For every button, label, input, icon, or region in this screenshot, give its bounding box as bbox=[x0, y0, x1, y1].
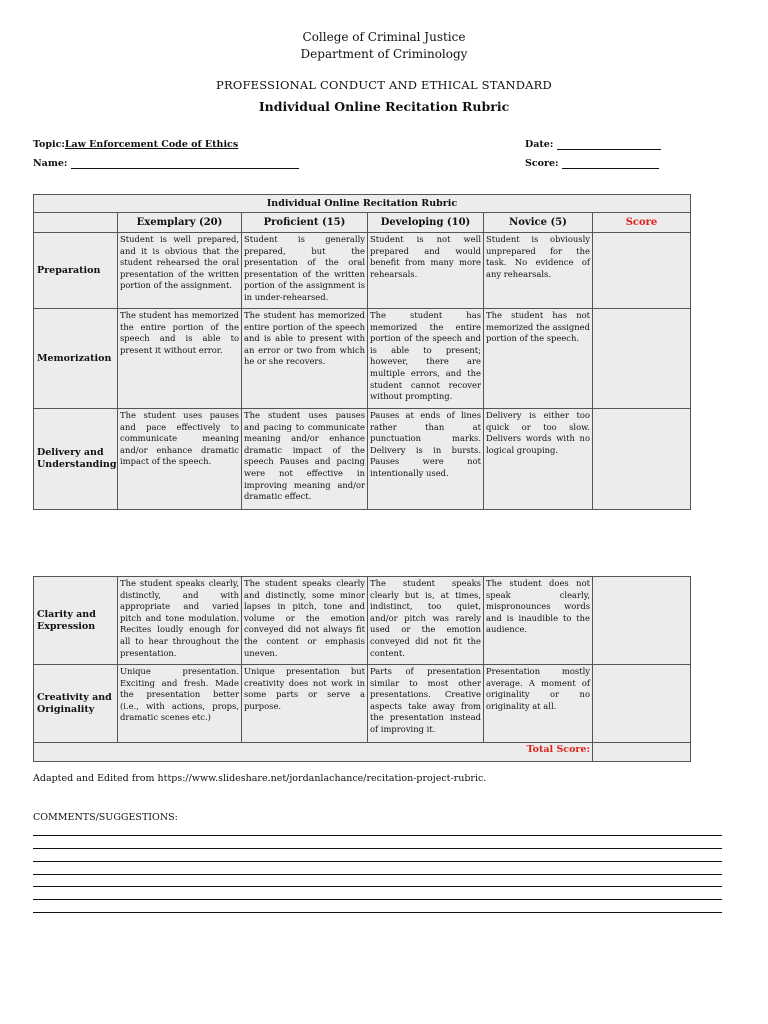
name-field[interactable] bbox=[71, 159, 299, 169]
comment-line[interactable] bbox=[33, 899, 722, 900]
cell-developing: The student speaks clearly but is, at times, indistinct, too quiet, and/or pitch was rarely used or the emotion conveyed did not fit the content. bbox=[368, 577, 484, 665]
rubric-table-part1 bbox=[33, 194, 691, 510]
date-label: Date: bbox=[525, 139, 554, 150]
cell-exemplary: Student is well prepared, and it is obvious that the student rehearsed the oral presentation of the written portion of the assignment. bbox=[118, 233, 242, 309]
score-cell[interactable] bbox=[593, 665, 691, 743]
cell-proficient: The student uses pauses and pacing to communicate meaning and/or enhance dramatic impact of the speech Pauses and pacing were not effective in improving meaning and/or dramatic effect. bbox=[242, 409, 368, 510]
comment-line[interactable] bbox=[33, 848, 722, 849]
date-field[interactable] bbox=[557, 140, 661, 150]
criterion-memorization: Memorization bbox=[34, 309, 118, 409]
cell-developing: The student has memorized the entire portion of the speech and is able to present; however, there are multiple errors, and the student cannot recover without prompting. bbox=[368, 309, 484, 409]
header-developing: Developing (10) bbox=[368, 213, 484, 233]
name-label: Name: bbox=[33, 158, 68, 169]
cell-novice: The student has not memorized the assigned portion of the speech. bbox=[484, 309, 593, 409]
cell-novice: Presentation mostly average. A moment of originality or no originality at all. bbox=[484, 665, 593, 743]
cell-developing: Student is not well prepared and would benefit from many more rehearsals. bbox=[368, 233, 484, 309]
cell-developing: Parts of presentation similar to most other presentations. Creative aspects take away from the presentation instead of improving it. bbox=[368, 665, 484, 743]
score-line bbox=[525, 158, 659, 169]
department-name: Department of Criminology bbox=[300, 47, 468, 61]
college-name: College of Criminal Justice bbox=[302, 30, 466, 44]
criterion-creativity: Creativity and Originality bbox=[34, 665, 118, 743]
criterion-delivery: Delivery and Understanding bbox=[34, 409, 118, 510]
subject-title: PROFESSIONAL CONDUCT AND ETHICAL STANDARD bbox=[216, 78, 552, 92]
topic-value: Law Enforcement Code of Ethics bbox=[64, 139, 239, 150]
table-row bbox=[34, 577, 691, 665]
rubric-table-part2 bbox=[33, 576, 691, 762]
cell-novice: Delivery is either too quick or too slow. Delivers words with no logical grouping. bbox=[484, 409, 593, 510]
rubric-title: Individual Online Recitation Rubric bbox=[258, 99, 510, 114]
cell-novice: The student does not speak clearly, mispronounces words and is inaudible to the audience. bbox=[484, 577, 593, 665]
comment-line[interactable] bbox=[33, 874, 722, 875]
header-score: Score bbox=[593, 213, 691, 233]
total-score-cell[interactable] bbox=[593, 743, 691, 762]
cell-proficient: Student is generally prepared, but the presentation of the oral presentation of the written portion of the assignment is in under-rehearsed. bbox=[242, 233, 368, 309]
header-exemplary: Exemplary (20) bbox=[118, 213, 242, 233]
header-row bbox=[34, 213, 691, 233]
score-field[interactable] bbox=[562, 159, 659, 169]
cell-exemplary: The student has memorized the entire portion of the speech and is able to present it without error. bbox=[118, 309, 242, 409]
cell-proficient: The student has memorized entire portion of the speech and is able to present with an error or two from which he or she recovers. bbox=[242, 309, 368, 409]
table-caption: Individual Online Recitation Rubric bbox=[34, 195, 691, 213]
cell-exemplary: The student speaks clearly, distinctly, and with appropriate and varied pitch and tone modulation. Recites loudly enough for all to hear throughout the presentation. bbox=[118, 577, 242, 665]
source-note: Adapted and Edited from https://www.slideshare.net/jordanlachance/recitation-project-rubric. bbox=[33, 773, 487, 784]
total-score-label: Total Score: bbox=[34, 743, 593, 762]
comment-line[interactable] bbox=[33, 912, 722, 913]
cell-exemplary: Unique presentation. Exciting and fresh. Made the presentation better (i.e., with actions, props, dramatic scenes etc.) bbox=[118, 665, 242, 743]
score-label: Score: bbox=[525, 158, 559, 169]
score-cell[interactable] bbox=[593, 409, 691, 510]
comments-label: COMMENTS/SUGGESTIONS: bbox=[33, 812, 178, 823]
name-line bbox=[33, 158, 299, 169]
criterion-clarity: Clarity and Expression bbox=[34, 577, 118, 665]
score-cell[interactable] bbox=[593, 577, 691, 665]
table-row bbox=[34, 309, 691, 409]
header-novice: Novice (5) bbox=[484, 213, 593, 233]
comment-line[interactable] bbox=[33, 861, 722, 862]
total-row bbox=[34, 743, 691, 762]
date-line bbox=[525, 139, 661, 150]
topic-line bbox=[33, 139, 238, 150]
cell-proficient: The student speaks clearly and distinctly, some minor lapses in pitch, tone and volume or the emotion conveyed did not always fit the content or emphasis uneven. bbox=[242, 577, 368, 665]
cell-proficient: Unique presentation but creativity does not work in some parts or serve a purpose. bbox=[242, 665, 368, 743]
criterion-preparation: Preparation bbox=[34, 233, 118, 309]
topic-label: Topic: bbox=[33, 139, 65, 150]
score-cell[interactable] bbox=[593, 233, 691, 309]
cell-exemplary: The student uses pauses and pace effectively to communicate meaning and/or enhance dramatic impact of the speech. bbox=[118, 409, 242, 510]
comment-line[interactable] bbox=[33, 886, 722, 887]
header-empty bbox=[34, 213, 118, 233]
header-proficient: Proficient (15) bbox=[242, 213, 368, 233]
comment-line[interactable] bbox=[33, 835, 722, 836]
score-cell[interactable] bbox=[593, 309, 691, 409]
cell-developing: Pauses at ends of lines rather than at punctuation marks. Delivery is in bursts. Pauses were not intentionally used. bbox=[368, 409, 484, 510]
table-row bbox=[34, 233, 691, 309]
table-row bbox=[34, 409, 691, 510]
cell-novice: Student is obviously unprepared for the task. No evidence of any rehearsals. bbox=[484, 233, 593, 309]
table-row bbox=[34, 665, 691, 743]
